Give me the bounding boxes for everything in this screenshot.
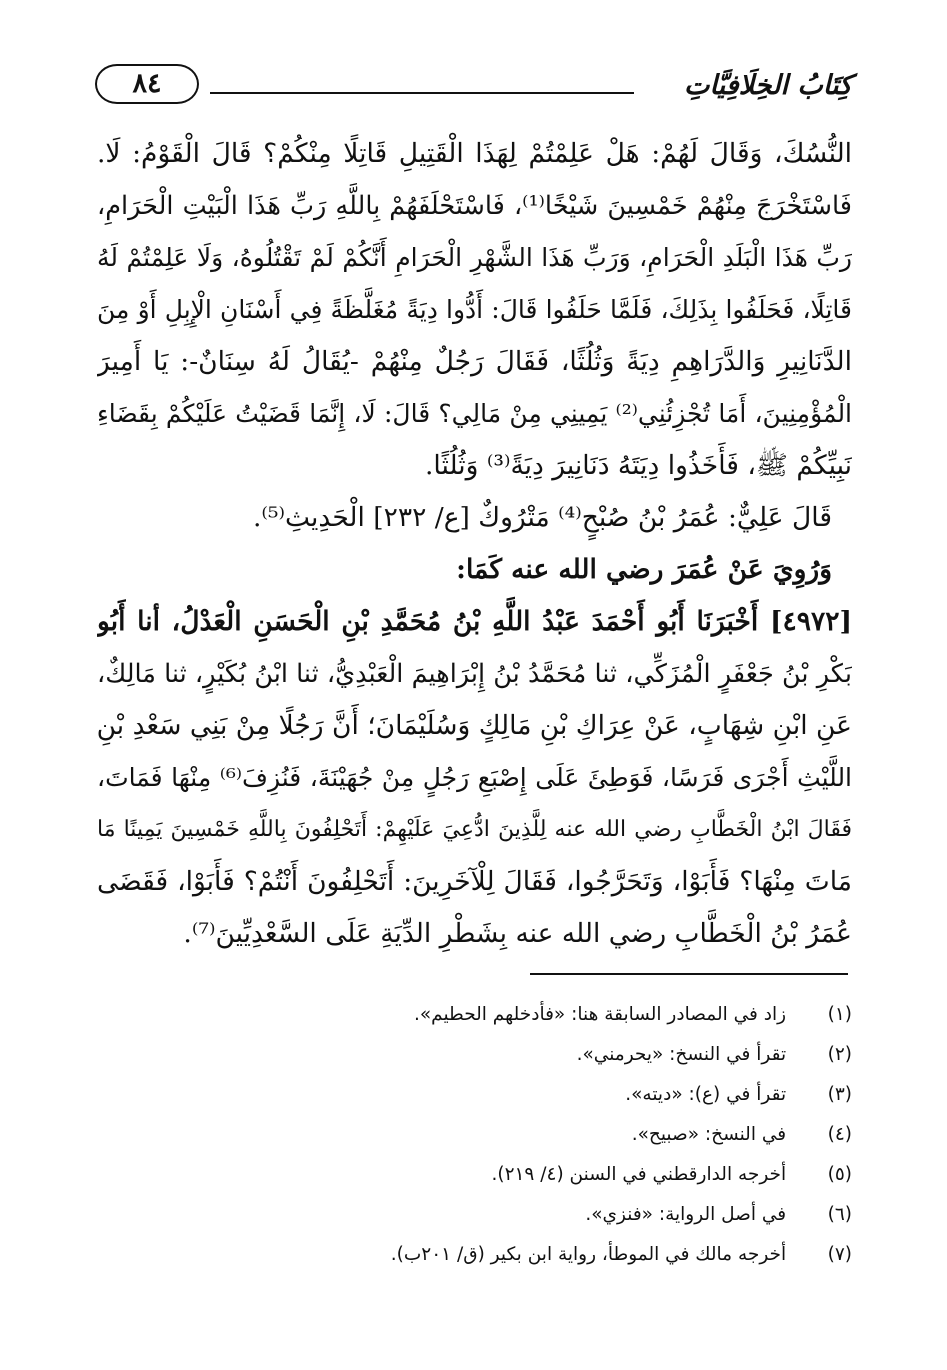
footnote-number: (٢) <box>827 1044 852 1065</box>
footnote-number: (٥) <box>827 1164 852 1185</box>
footnote-text: تقرأ في (ع): «ديته». <box>625 1084 787 1105</box>
hadith-header-line: [٤٩٧٢] أَخْبَرَنَا أَبُو أَحْمَدَ عَبْدُ اللَّهِ بْنُ مُحَمَّدِ بْنِ الْحَسَنِ الْعَدْلُ، أنا أَبُو <box>97 606 852 637</box>
footnote-number: (٧) <box>827 1244 852 1265</box>
footnote <box>97 1075 852 1115</box>
footnote-text: أخرجه الدارقطني في السنن (٤/ ٢١٩). <box>491 1164 787 1185</box>
text-line: الدَّنَانِيرِ وَالدَّرَاهِمِ دِيَةً وَثُلُثًا، فَقَالَ رَجُلٌ مِنْهُمْ -يُقَالُ لَهُ سِنَانٌ-: يَا أَمِيرَ <box>97 346 852 377</box>
footnote-number: (٤) <box>827 1124 852 1145</box>
footnote <box>97 995 852 1035</box>
footnote <box>97 1195 852 1235</box>
text-line: وَرُوِيَ عَنْ عُمَرَ رضي الله عنه كَمَا: <box>456 554 832 585</box>
text-line: الْمُؤْمِنِينَ، أَمَا تُجْزِئُنِي⁽²⁾ يَمِينِي مِنْ مَالِي؟ قَالَ: لَا، إِنَّمَا قَضَيْتُ عَلَيْكُمْ بِقَضَاءِ <box>97 399 852 428</box>
text-line: رَبِّ هَذَا الْبَلَدِ الْحَرَامِ، وَرَبِّ هَذَا الشَّهْرِ الْحَرَامِ أَنَّكُمْ لَمْ تَقْتُلُوهُ، وَلَا عَلِمْتُمْ لَهُ <box>97 243 852 272</box>
footnote-number: (٦) <box>827 1204 852 1225</box>
page-header <box>95 62 852 118</box>
text-line: بَكْرِ بْنُ جَعْفَرٍ الْمُزَكِّي، ثنا مُحَمَّدُ بْنُ إِبْرَاهِيمَ الْعَبْدِيُّ، ثنا ابْنُ بُكَيْرٍ، ثنا مَالِكٌ، <box>97 659 852 689</box>
footnote-number: (١) <box>827 1004 852 1025</box>
text-line: فَقَالَ ابْنُ الْخَطَّابِ رضي الله عنه لِلَّذِينَ ادُّعِيَ عَلَيْهِمْ: أَتَحْلِفُونَ بِاللَّهِ خَمْسِينَ يَمِينًا مَا <box>97 817 852 842</box>
footnotes <box>97 995 852 1275</box>
footnote <box>97 1155 852 1195</box>
footnote-text: في أصل الرواية: «فنزي». <box>585 1204 787 1225</box>
footnote-text: تقرأ في النسخ: «يحرمني». <box>576 1044 787 1065</box>
footnote-number: (٣) <box>827 1084 852 1105</box>
book-title: كِتَابُ الخِلَافِيَّاتِ <box>683 70 852 101</box>
text-line: عُمَرُ بْنُ الْخَطَّابِ رضي الله عنه بِشَطْرِ الدِّيَةِ عَلَى السَّعْدِيِّينَ⁽⁷⁾. <box>183 918 852 949</box>
footnote <box>97 1035 852 1075</box>
text-line: عَنِ ابْنِ شِهَابٍ، عَنْ عِرَاكِ بْنِ مَالِكٍ وَسُلَيْمَانَ؛ أَنَّ رَجُلًا مِنْ بَنِي سَعْدِ بْنِ <box>97 710 852 741</box>
header-divider <box>210 92 634 94</box>
page-number: ٨٤ <box>132 68 162 99</box>
footnote-text: في النسخ: «صبيح». <box>631 1124 787 1145</box>
text-line: قَالَ عَلِيٌّ: عُمَرُ بْنُ صُبْحٍ⁽⁴⁾ مَتْرُوكٌ [ع/ ٢٣٢] الْحَدِيثِ⁽⁵⁾. <box>252 502 832 533</box>
footnote-divider <box>530 973 848 975</box>
text-line: فَاسْتَخْرَجَ مِنْهُمْ خَمْسِينَ شَيْخًا⁽¹⁾، فَاسْتَحْلَفَهُمْ بِاللَّهِ رَبِّ هَذَا الْبَيْتِ الْحَرَامِ، <box>97 191 852 221</box>
text-line: اللَّيْثِ أَجْرَى فَرَسًا، فَوَطِئَ عَلَى إِصْبَعِ رَجُلٍ مِنْ جُهَيْنَةَ، فَنُزِفَ⁽⁶⁾ مِنْهَا فَمَاتَ، <box>97 763 852 792</box>
footnote <box>97 1115 852 1155</box>
footnote <box>97 1235 852 1275</box>
page-number-badge <box>95 64 199 104</box>
text-line: قَاتِلًا، فَحَلَفُوا بِذَلِكَ، فَلَمَّا حَلَفُوا قَالَ: أَدُّوا دِيَةً مُغَلَّظَةً فِي أَسْنَانِ الْإِبِلِ أَوْ مِنَ <box>97 295 852 324</box>
footnote-text: أخرجه مالك في الموطأ، رواية ابن بكير (ق/ ٢٠١ب). <box>390 1244 787 1265</box>
text-line: النُّسُكَ، وَقَالَ لَهُمْ: هَلْ عَلِمْتُمْ لِهَذَا الْقَتِيلِ قَاتِلًا مِنْكُمْ؟ قَالَ الْقَوْمُ: لَا. <box>97 138 852 169</box>
text-line: مَاتَ مِنْهَا؟ فَأَبَوْا، وَتَحَرَّجُوا، فَقَالَ لِلْآخَرِينَ: أَتَحْلِفُونَ أَنْتُمْ؟ فَأَبَوْا، فَقَضَى <box>97 866 852 897</box>
main-text <box>97 128 852 960</box>
text-line: نَبِيِّكُمْ ﷺ، فَأَخَذُوا دِيَتَهُ دَنَانِيرَ دِيَةً⁽³⁾ وَثُلُثًا. <box>424 450 852 481</box>
footnote-text: زاد في المصادر السابقة هنا: «فأدخلهم الحطيم». <box>413 1004 787 1025</box>
